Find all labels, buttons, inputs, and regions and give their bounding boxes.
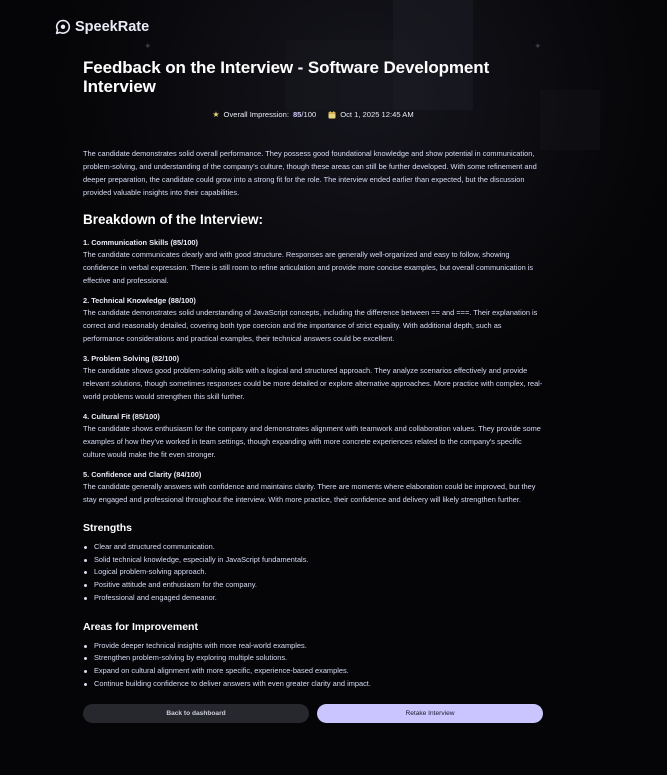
brand-name: SpeekRate (75, 19, 150, 35)
overall-max: /100 (301, 110, 317, 119)
section-body: The candidate shows good problem-solving skills with a logical and structured approach. They analyze scenarios effectively and provide relevant solutions, though sometimes responses could be more detailed or explore alternative approaches. More practice with complex, real-world problems would strengthen this skill further. (83, 366, 543, 401)
interview-meta (83, 110, 543, 119)
breakdown-heading: Breakdown of the Interview: (83, 212, 264, 227)
background-panel (540, 90, 600, 150)
brand[interactable] (55, 19, 149, 35)
section-body: The candidate shows enthusiasm for the company and demonstrates alignment with teamwork and collaboration values. They provide some examples of how they've worked in team settings, though expanding with more concrete experiences related to the company's specific culture would make the fit even stronger. (83, 424, 541, 459)
section-title: 2. Technical Knowledge (88/100) (83, 296, 196, 305)
list-item: Expand on cultural alignment with more specific, experience-based examples. (83, 665, 543, 678)
sparkle-icon: ✦ (534, 42, 542, 52)
feedback-content (83, 58, 543, 723)
improvements-heading: Areas for Improvement (83, 620, 198, 633)
section-title: 1. Communication Skills (85/100) (83, 238, 199, 247)
list-item: Strengthen problem-solving by exploring multiple solutions. (83, 652, 543, 665)
list-item: Positive attitude and enthusiasm for the company. (83, 579, 543, 592)
calendar-icon (328, 111, 336, 119)
section-body: The candidate generally answers with confidence and maintains clarity. There are moments where elaboration could be improved, but they stay engaged and professional throughout the interview. With more practice, their confidence and delivery will likely strengthen further. (83, 482, 536, 504)
list-item: Clear and structured communication. (83, 541, 543, 554)
back-to-dashboard-button[interactable]: Back to dashboard (83, 704, 309, 723)
breakdown-section (83, 353, 543, 403)
star-icon: ★ (212, 110, 220, 119)
breakdown-section (83, 469, 543, 506)
improvements-list (83, 640, 543, 691)
retake-interview-button[interactable]: Retake Interview (317, 704, 543, 723)
section-title: 5. Confidence and Clarity (84/100) (83, 470, 202, 479)
list-item: Logical problem-solving approach. (83, 566, 543, 579)
sparkle-icon: ✦ (144, 42, 152, 52)
breakdown-section (83, 295, 543, 345)
interview-date (328, 110, 413, 119)
overall-score: 85 (292, 110, 302, 119)
section-body: The candidate demonstrates solid understanding of JavaScript concepts, including the difference between == and ===. Their explanation is correct and reasonably detailed, covering both type coercion and the importance of strict equality. With additional depth, such as performance considerations and practical examples, their technical answers could be excellent. (83, 308, 538, 343)
intro-summary: The candidate demonstrates solid overall performance. They possess good foundational knowledge and show potential in communication, problem-solving, and understanding of the company's culture, though these areas can still be further developed. With some refinement and deeper preparation, the candidate could grow into a strong fit for the role. The interview ended earlier than expected, but the discussion provided valuable insights into their capabilities. (83, 149, 537, 197)
date-text: Oct 1, 2025 12:45 AM (340, 110, 414, 119)
overall-label: Overall Impression: (223, 110, 289, 119)
breakdown-section (83, 411, 543, 461)
chat-bubble-icon (55, 19, 71, 35)
list-item: Provide deeper technical insights with more real-world examples. (83, 640, 543, 653)
breakdown-section (83, 237, 543, 287)
page-title: Feedback on the Interview - Software Development Interview (83, 58, 490, 96)
overall-impression (212, 110, 316, 119)
list-item: Professional and engaged demeanor. (83, 592, 543, 605)
section-body: The candidate communicates clearly and with good structure. Responses are generally well-organized and easy to follow, showing confidence in verbal expression. There is still room to refine articulation and provide more concise examples, but overall communication is effective and professional. (83, 250, 534, 285)
strengths-list (83, 541, 543, 605)
section-title: 4. Cultural Fit (85/100) (83, 412, 160, 421)
action-buttons (83, 704, 543, 723)
section-title: 3. Problem Solving (82/100) (83, 354, 180, 363)
list-item: Continue building confidence to deliver answers with even greater clarity and impact. (83, 678, 543, 691)
list-item: Solid technical knowledge, especially in JavaScript fundamentals. (83, 554, 543, 567)
strengths-heading: Strengths (83, 522, 133, 534)
